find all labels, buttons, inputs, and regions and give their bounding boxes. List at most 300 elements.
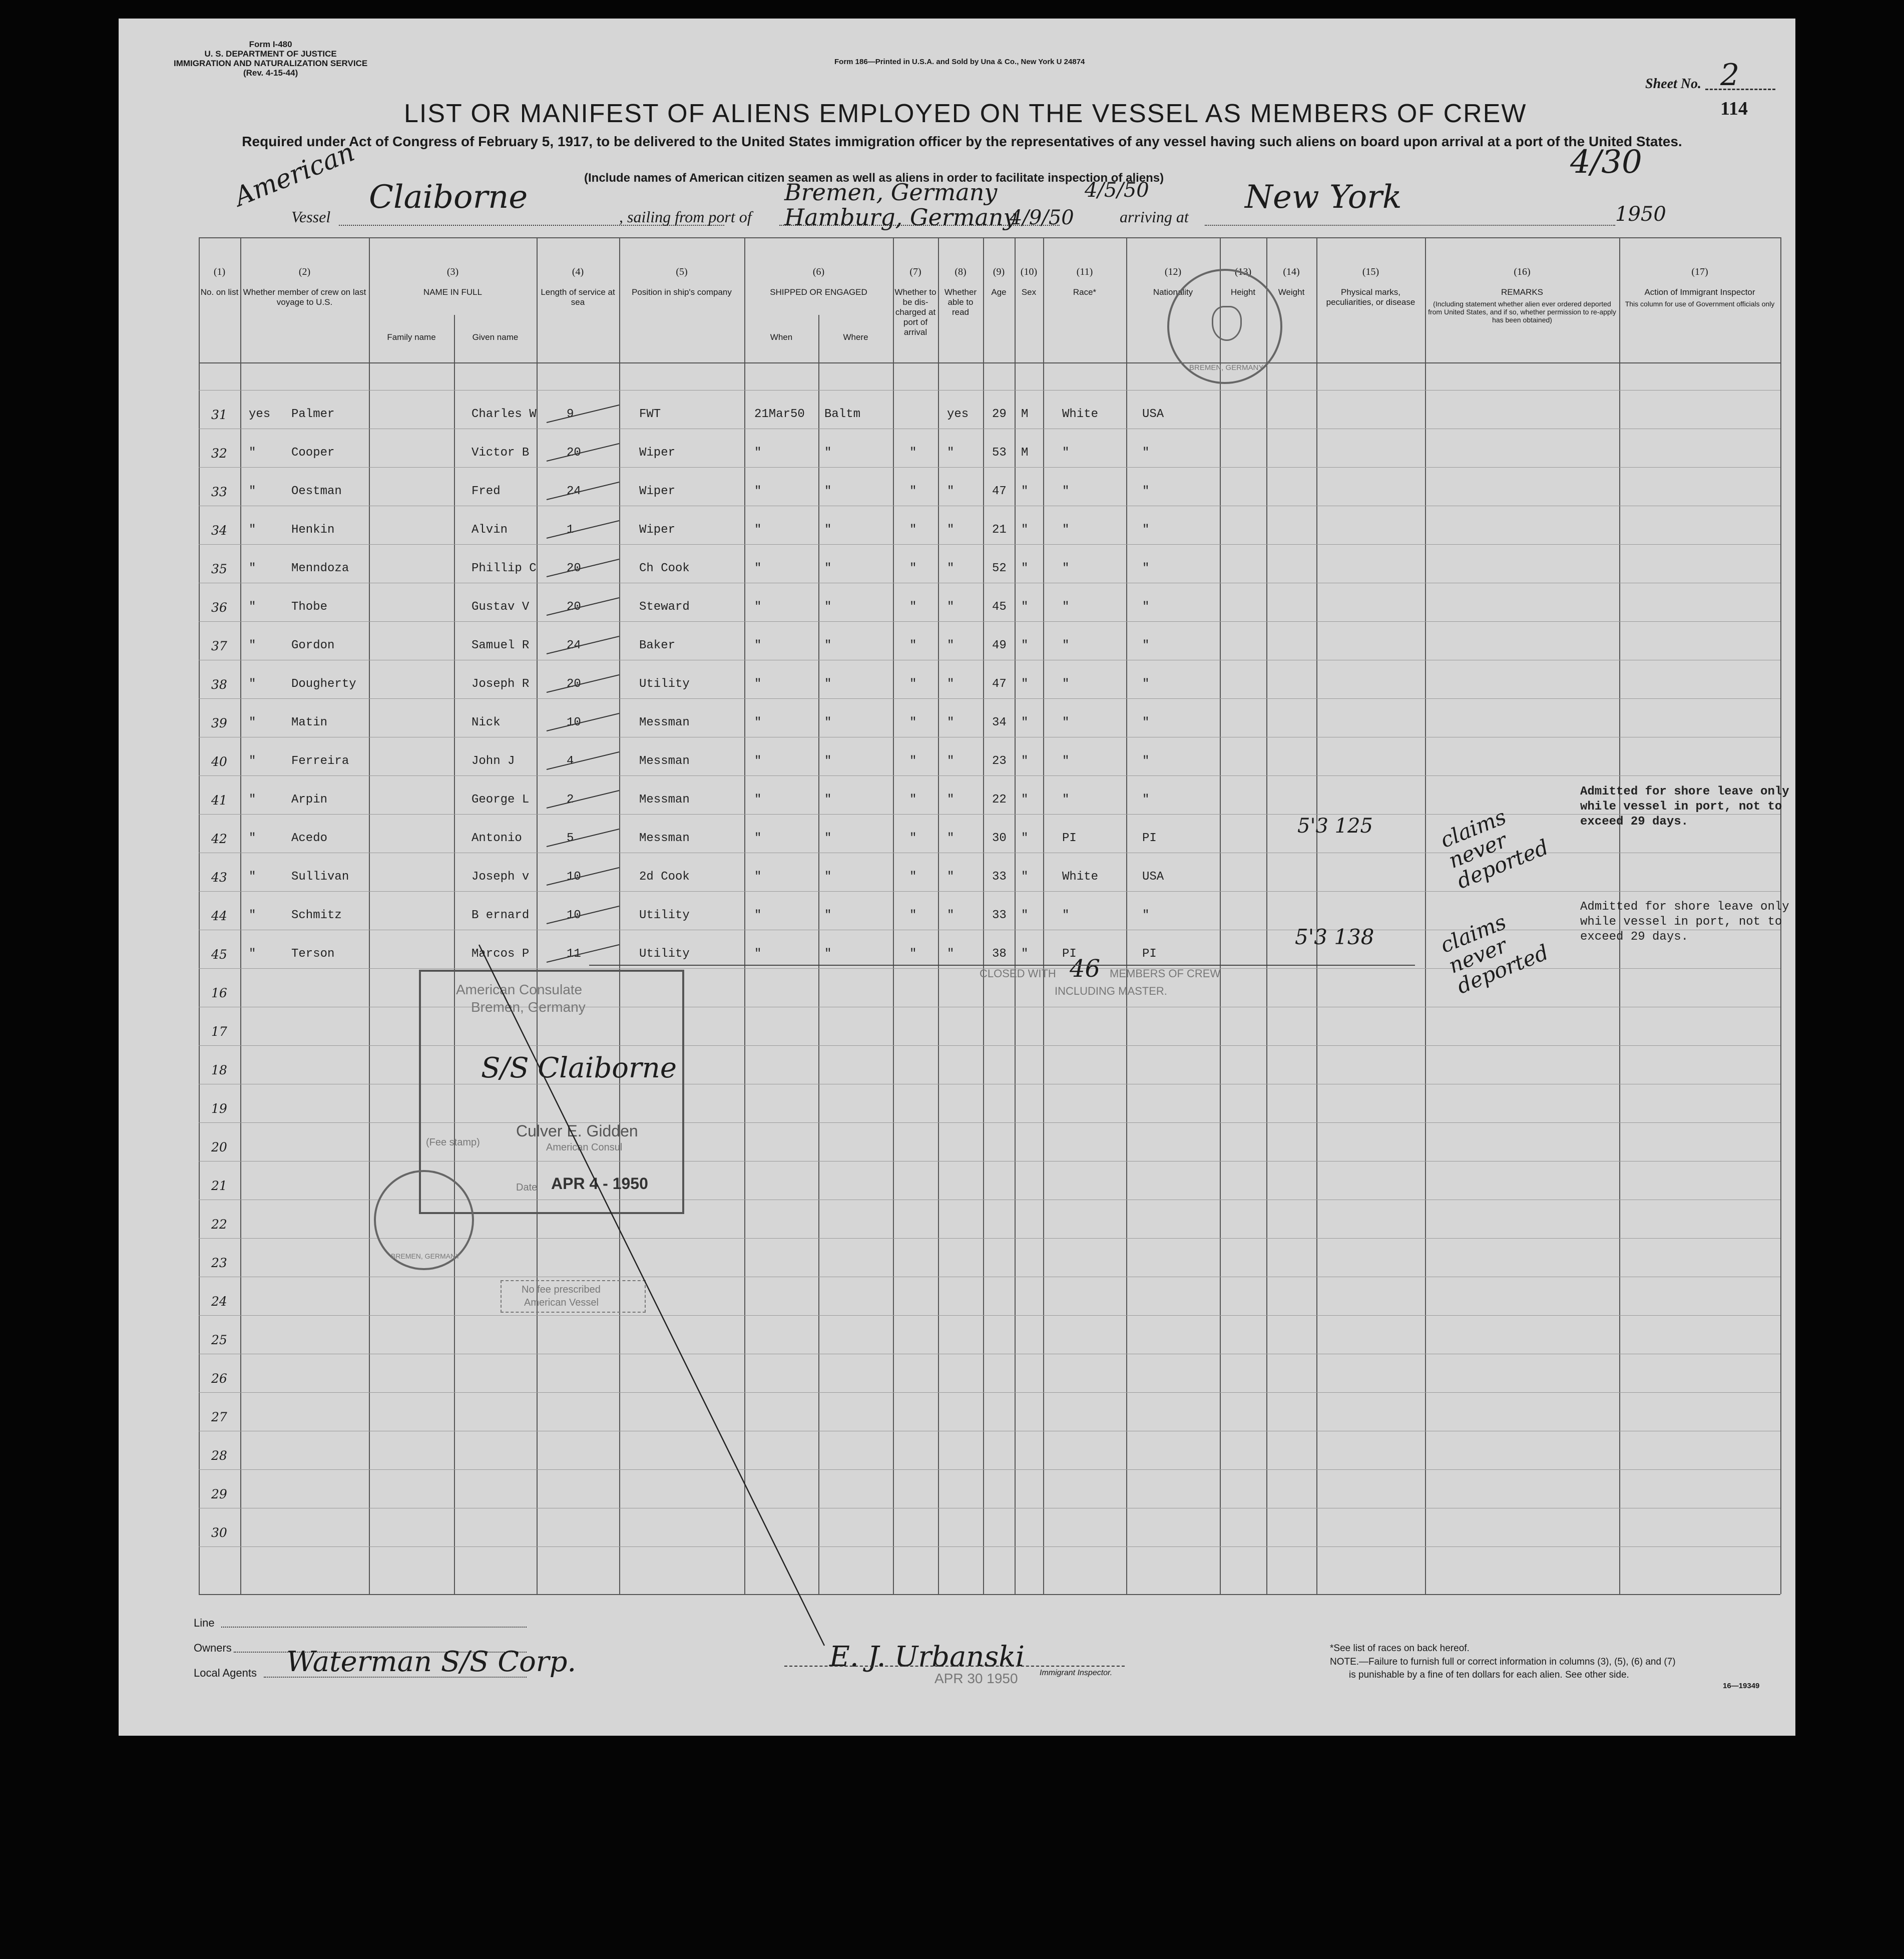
- cell-length: 5: [567, 832, 574, 845]
- cell-age: 21: [992, 523, 1007, 537]
- cell-given: Gustav V: [471, 600, 530, 614]
- cell-family: Ferreira: [291, 754, 349, 768]
- cell-given: Victor B: [471, 446, 530, 460]
- cell-read: ": [947, 600, 955, 614]
- cell-family: Arpin: [291, 793, 328, 807]
- cell-given: John J: [471, 754, 515, 768]
- column-note: This column for use of Government officials only: [1625, 300, 1775, 308]
- cell-length: 11: [567, 947, 581, 961]
- row-number: 25: [211, 1333, 227, 1347]
- column-header: Physical marks, peculiarities, or disease: [1326, 287, 1415, 307]
- department: U. S. DEPARTMENT OF JUSTICE: [204, 49, 337, 59]
- cell-when: ": [754, 523, 762, 537]
- sheet-label: Sheet No.: [1645, 76, 1701, 92]
- row-number: 37: [211, 639, 227, 653]
- revision: (Rev. 4-15-44): [243, 68, 298, 78]
- cell-when: ": [754, 870, 762, 884]
- row-number: 44: [211, 909, 227, 923]
- cell-family: Schmitz: [291, 909, 342, 922]
- cell-last: ": [249, 446, 256, 460]
- cell-length: 2: [567, 793, 574, 807]
- column-number: (4): [572, 266, 584, 277]
- row-number: 34: [211, 523, 227, 538]
- column-header: Height: [1230, 287, 1256, 297]
- cell-length: 24: [567, 485, 581, 498]
- cell-read: ": [947, 832, 955, 845]
- row-number: 41: [211, 793, 227, 808]
- cell-family: Dougherty: [291, 677, 356, 691]
- column-header: Age: [991, 287, 1007, 297]
- cell-where: ": [824, 832, 832, 845]
- cell-position: Utility: [639, 947, 690, 961]
- arrival-port: New York: [1245, 179, 1402, 216]
- cell-race: ": [1062, 639, 1070, 652]
- cell-family: Gordon: [291, 639, 335, 652]
- row-number: 45: [211, 947, 227, 962]
- cell-age: 47: [992, 677, 1007, 691]
- cell-disch: ": [909, 716, 917, 729]
- column-number: (3): [446, 266, 459, 277]
- cell-read: yes: [947, 408, 969, 421]
- column-header: Length of service at sea: [541, 287, 615, 307]
- cell-race: ": [1062, 909, 1070, 922]
- cell-nat: USA: [1142, 408, 1164, 421]
- cell-length: 10: [567, 870, 581, 884]
- cell-sex: ": [1021, 677, 1029, 691]
- note-fine: is punishable by a fine of ten dollars for each alien. See other side.: [1349, 1670, 1629, 1680]
- cell-when: ": [754, 600, 762, 614]
- row-number: 20: [211, 1140, 227, 1154]
- cell-age: 45: [992, 600, 1007, 614]
- owners-label: Owners: [194, 1642, 232, 1654]
- seal-text: BREMEN, GERMANY: [391, 1252, 460, 1260]
- cell-family: Thobe: [291, 600, 328, 614]
- acedo-action: Admitted for shore leave only while vessel in port, not to exceed 29 days.: [1580, 785, 1789, 829]
- cell-read: ": [947, 639, 955, 652]
- cell-nat: PI: [1142, 947, 1157, 961]
- service: IMMIGRATION AND NATURALIZATION SERVICE: [174, 59, 368, 68]
- vessel-label: Vessel: [291, 208, 331, 226]
- row-number: 35: [211, 562, 227, 576]
- cell-age: 52: [992, 562, 1007, 575]
- cell-where: Baltm: [824, 408, 861, 421]
- cell-age: 23: [992, 754, 1007, 768]
- cell-last: ": [249, 793, 256, 807]
- row-number: 16: [211, 986, 227, 1000]
- consul-title: American Consul: [546, 1142, 623, 1153]
- cell-last: ": [249, 947, 256, 961]
- agents-label: Local Agents: [194, 1667, 257, 1679]
- row-number: 43: [211, 870, 227, 885]
- cell-last: ": [249, 639, 256, 652]
- vessel-name: Claiborne: [369, 179, 528, 216]
- cell-race: ": [1062, 677, 1070, 691]
- cell-when: ": [754, 754, 762, 768]
- cell-age: 49: [992, 639, 1007, 652]
- column-header: Whether member of crew on last voyage to U.S.: [243, 287, 366, 307]
- cell-race: White: [1062, 408, 1099, 421]
- cell-read: ": [947, 716, 955, 729]
- cell-nat: ": [1142, 485, 1150, 498]
- sailing-label: , sailing from port of: [619, 208, 752, 226]
- column-number: (8): [955, 266, 967, 277]
- cell-given: Joseph v: [471, 870, 530, 884]
- cell-disch: ": [909, 754, 917, 768]
- cell-read: ": [947, 446, 955, 460]
- column-header: No. on list: [200, 287, 239, 297]
- printer-line: Form 186—Printed in U.S.A. and Sold by Una & Co., New York U 24874: [834, 58, 1085, 66]
- cell-when: ": [754, 485, 762, 498]
- column-header: Position in ship's company: [632, 287, 732, 297]
- cell-family: Palmer: [291, 408, 335, 421]
- sheet-number: 2: [1720, 58, 1740, 93]
- row-number: 42: [211, 832, 227, 846]
- cell-given: Joseph R: [471, 677, 530, 691]
- cell-read: ": [947, 793, 955, 807]
- cell-position: Ch Cook: [639, 562, 690, 575]
- cell-position: Messman: [639, 832, 690, 845]
- row-number: 17: [211, 1024, 227, 1039]
- cell-when: 21Mar50: [754, 408, 805, 421]
- consulate-date: APR 4 - 1950: [551, 1174, 648, 1193]
- consul-name: Culver E. Gidden: [516, 1122, 638, 1140]
- cell-where: ": [824, 716, 832, 729]
- cell-last: ": [249, 523, 256, 537]
- form-code: 16—19349: [1723, 1682, 1760, 1690]
- cell-family: Acedo: [291, 832, 328, 845]
- row-number: 23: [211, 1256, 227, 1270]
- cell-last: ": [249, 600, 256, 614]
- row-number: 21: [211, 1179, 227, 1193]
- column-header: Nationality: [1153, 287, 1193, 297]
- cell-last: ": [249, 485, 256, 498]
- cell-disch: ": [909, 639, 917, 652]
- cell-age: 53: [992, 446, 1007, 460]
- cell-nat: ": [1142, 446, 1150, 460]
- cell-last: ": [249, 562, 256, 575]
- row-number: 40: [211, 754, 227, 769]
- cell-where: ": [824, 600, 832, 614]
- inspector-label: Immigrant Inspector.: [1040, 1669, 1113, 1677]
- cell-position: FWT: [639, 408, 661, 421]
- row-number: 32: [211, 446, 227, 461]
- column-header: Weight: [1278, 287, 1305, 297]
- acedo-remark: claims never deported: [1437, 804, 1552, 894]
- cell-nat: ": [1142, 562, 1150, 575]
- cell-length: 20: [567, 677, 581, 691]
- cell-sex: ": [1021, 832, 1029, 845]
- cell-where: ": [824, 446, 832, 460]
- cell-given: B ernard: [471, 909, 530, 922]
- cell-nat: ": [1142, 909, 1150, 922]
- cell-age: 29: [992, 408, 1007, 421]
- cell-length: 10: [567, 716, 581, 729]
- cell-position: Wiper: [639, 523, 676, 537]
- cell-where: ": [824, 793, 832, 807]
- cell-read: ": [947, 677, 955, 691]
- cell-family: Menndoza: [291, 562, 349, 575]
- cell-sex: ": [1021, 870, 1029, 884]
- note-failure: NOTE.—Failure to furnish full or correct information in columns (3), (5), (6) and (7): [1330, 1657, 1676, 1667]
- cell-position: Messman: [639, 716, 690, 729]
- inspector-date: APR 30 1950: [934, 1671, 1018, 1686]
- cell-sex: ": [1021, 754, 1029, 768]
- column-header: REMARKS: [1501, 287, 1544, 297]
- cell-where: ": [824, 485, 832, 498]
- cell-age: 38: [992, 947, 1007, 961]
- cell-nat: ": [1142, 754, 1150, 768]
- cell-given: Alvin: [471, 523, 508, 537]
- cell-when: ": [754, 832, 762, 845]
- cell-disch: ": [909, 832, 917, 845]
- row-number: 24: [211, 1294, 227, 1309]
- include-note: (Include names of American citizen seamen as well as aliens in order to facilitate inspection of aliens): [584, 171, 1164, 185]
- cell-length: 20: [567, 600, 581, 614]
- column-header: SHIPPED OR ENGAGED: [770, 287, 867, 297]
- cell-disch: ": [909, 600, 917, 614]
- row-number: 28: [211, 1448, 227, 1463]
- cell-sex: M: [1021, 446, 1029, 460]
- cell-family: Terson: [291, 947, 335, 961]
- cell-when: ": [754, 716, 762, 729]
- cell-read: ": [947, 754, 955, 768]
- row-number: 29: [211, 1487, 227, 1501]
- cell-disch: ": [909, 870, 917, 884]
- required-statement: Required under Act of Congress of February 5, 1917, to be delivered to the United States immigration officer by the representatives of any vessel having such aliens on board upon arrival at a port of the United States.: [242, 134, 1682, 149]
- cell-position: Messman: [639, 793, 690, 807]
- cell-length: 10: [567, 909, 581, 922]
- cell-where: ": [824, 909, 832, 922]
- column-header: Action of Immigrant Inspector: [1644, 287, 1755, 297]
- column-number: (15): [1362, 266, 1379, 277]
- cell-disch: ": [909, 909, 917, 922]
- cell-race: ": [1062, 754, 1070, 768]
- cell-family: Sullivan: [291, 870, 349, 884]
- date-hamburg: 4/9/50: [1010, 206, 1074, 229]
- agents-name: Waterman S/S Corp.: [286, 1646, 577, 1678]
- cell-nat: ": [1142, 600, 1150, 614]
- diagonal-stroke: [119, 19, 1795, 1736]
- cell-when: ": [754, 446, 762, 460]
- cell-given: Charles W: [471, 408, 537, 421]
- manifest-sheet: [119, 19, 1795, 1736]
- column-number: (13): [1234, 266, 1252, 277]
- cell-sex: ": [1021, 600, 1029, 614]
- cell-when: ": [754, 562, 762, 575]
- column-number: (9): [993, 266, 1005, 277]
- cell-disch: ": [909, 793, 917, 807]
- cell-position: Utility: [639, 909, 690, 922]
- cell-position: Wiper: [639, 446, 676, 460]
- cell-disch: ": [909, 562, 917, 575]
- row-number: 19: [211, 1101, 227, 1116]
- cell-age: 33: [992, 909, 1007, 922]
- cell-last: yes: [249, 408, 271, 421]
- column-number: (5): [676, 266, 688, 277]
- cell-given: Nick: [471, 716, 501, 729]
- cell-family: Cooper: [291, 446, 335, 460]
- cell-position: Baker: [639, 639, 676, 652]
- column-number: (1): [213, 266, 226, 277]
- column-header: Race*: [1073, 287, 1097, 297]
- column-header: Sex: [1021, 287, 1037, 297]
- cell-length: 4: [567, 754, 574, 768]
- cell-age: 33: [992, 870, 1007, 884]
- cell-length: 9: [567, 408, 574, 421]
- cell-race: PI: [1062, 947, 1077, 961]
- column-number: (6): [812, 266, 825, 277]
- row-number: 22: [211, 1217, 227, 1232]
- cell-length: 20: [567, 446, 581, 460]
- cell-position: 2d Cook: [639, 870, 690, 884]
- column-number: (17): [1691, 266, 1708, 277]
- row-number: 39: [211, 716, 227, 730]
- consulate-date-label: Date: [516, 1182, 538, 1193]
- sub-column-header: Family name: [387, 332, 436, 342]
- page-title: LIST OR MANIFEST OF ALIENS EMPLOYED ON THE VESSEL AS MEMBERS OF CREW: [404, 99, 1527, 128]
- cell-sex: M: [1021, 408, 1029, 421]
- row-number: 30: [211, 1525, 227, 1540]
- row-number: 38: [211, 677, 227, 692]
- row-number: 31: [211, 408, 227, 422]
- row-number: 33: [211, 485, 227, 499]
- cell-when: ": [754, 677, 762, 691]
- line-rule: [221, 1627, 527, 1628]
- column-number: (2): [298, 266, 311, 277]
- cell-age: 22: [992, 793, 1007, 807]
- acedo-height-weight: 5'3 125: [1297, 815, 1373, 838]
- cell-age: 47: [992, 485, 1007, 498]
- cell-last: ": [249, 716, 256, 729]
- cell-last: ": [249, 832, 256, 845]
- cell-sex: ": [1021, 947, 1029, 961]
- cell-read: ": [947, 947, 955, 961]
- cell-disch: ": [909, 523, 917, 537]
- inspector-rule: [784, 1666, 1125, 1667]
- closed-line2: INCLUDING MASTER.: [1055, 985, 1167, 997]
- cell-read: ": [947, 870, 955, 884]
- cell-given: Antonio: [471, 832, 522, 845]
- stamp-number: 114: [1720, 98, 1748, 119]
- closed-suffix: MEMBERS OF CREW: [1110, 967, 1221, 980]
- cell-read: ": [947, 485, 955, 498]
- cell-given: Marcos P: [471, 947, 530, 961]
- consulate-fee: (Fee stamp): [426, 1137, 480, 1148]
- sub-column-header: Given name: [472, 332, 519, 342]
- cell-race: PI: [1062, 832, 1077, 845]
- arrival-date: 4/30: [1570, 144, 1642, 181]
- port-hamburg: Hamburg, Germany: [784, 204, 1017, 231]
- consulate-vessel: S/S Claiborne: [481, 1052, 677, 1084]
- cell-race: ": [1062, 523, 1070, 537]
- form-number: Form I-480: [249, 40, 292, 49]
- sub-column-header: Where: [843, 332, 868, 342]
- cell-sex: ": [1021, 562, 1029, 575]
- arriving-label: arriving at: [1120, 208, 1189, 226]
- column-number: (12): [1164, 266, 1182, 277]
- sub-column-header: When: [770, 332, 793, 342]
- arrival-year: 1950: [1615, 203, 1666, 226]
- cell-last: ": [249, 754, 256, 768]
- port-bremen: Bremen, Germany: [784, 179, 998, 206]
- cell-sex: ": [1021, 909, 1029, 922]
- vessel-nationality: American: [230, 137, 359, 213]
- cell-read: ": [947, 909, 955, 922]
- inspector-signature: E. J. Urbanski: [829, 1641, 1025, 1673]
- cell-where: ": [824, 677, 832, 691]
- cell-sex: ": [1021, 485, 1029, 498]
- date-bremen: 4/5/50: [1085, 179, 1149, 202]
- terson-action: Admitted for shore leave only while vessel in port, not to exceed 29 days.: [1580, 900, 1789, 944]
- cell-when: ": [754, 909, 762, 922]
- cell-nat: USA: [1142, 870, 1164, 884]
- cell-nat: ": [1142, 716, 1150, 729]
- cell-position: Steward: [639, 600, 690, 614]
- cell-nat: ": [1142, 639, 1150, 652]
- consulate-city: Bremen, Germany: [471, 999, 586, 1015]
- cell-race: ": [1062, 716, 1070, 729]
- consulate-title: American Consulate: [456, 982, 583, 997]
- cell-position: Utility: [639, 677, 690, 691]
- cell-position: Messman: [639, 754, 690, 768]
- cell-when: ": [754, 947, 762, 961]
- note-races: *See list of races on back hereof.: [1330, 1643, 1470, 1654]
- cell-given: Phillip C: [471, 562, 537, 575]
- cell-where: ": [824, 870, 832, 884]
- cell-sex: ": [1021, 639, 1029, 652]
- cell-race: ": [1062, 446, 1070, 460]
- cell-position: Wiper: [639, 485, 676, 498]
- cell-disch: ": [909, 947, 917, 961]
- row-number: 18: [211, 1063, 227, 1077]
- cell-disch: ": [909, 446, 917, 460]
- column-number: (10): [1020, 266, 1038, 277]
- closed-count: 46: [1070, 955, 1101, 983]
- cell-last: ": [249, 909, 256, 922]
- cell-where: ": [824, 947, 832, 961]
- cell-disch: ": [909, 677, 917, 691]
- column-header: Whether to be dis- charged at port of arrival: [894, 287, 936, 337]
- cell-race: ": [1062, 793, 1070, 807]
- cell-sex: ": [1021, 793, 1029, 807]
- cell-family: Matin: [291, 716, 328, 729]
- cell-race: ": [1062, 485, 1070, 498]
- cell-when: ": [754, 793, 762, 807]
- cell-length: 20: [567, 562, 581, 575]
- column-number: (11): [1076, 266, 1093, 277]
- line-label: Line: [194, 1617, 215, 1629]
- closed-prefix: CLOSED WITH: [980, 967, 1056, 980]
- cell-race: ": [1062, 600, 1070, 614]
- cell-when: ": [754, 639, 762, 652]
- cell-where: ": [824, 523, 832, 537]
- column-number: (14): [1283, 266, 1300, 277]
- no-fee-line2: American Vessel: [524, 1297, 599, 1308]
- cell-age: 30: [992, 832, 1007, 845]
- column-header: Whether able to read: [944, 287, 977, 317]
- cell-sex: ": [1021, 716, 1029, 729]
- cell-nat: PI: [1142, 832, 1157, 845]
- cell-where: ": [824, 562, 832, 575]
- cell-nat: ": [1142, 677, 1150, 691]
- cell-sex: ": [1021, 523, 1029, 537]
- cell-age: 34: [992, 716, 1007, 729]
- cell-read: ": [947, 562, 955, 575]
- cell-family: Oestman: [291, 485, 342, 498]
- cell-length: 1: [567, 523, 574, 537]
- cell-disch: ": [909, 485, 917, 498]
- row-number: 36: [211, 600, 227, 615]
